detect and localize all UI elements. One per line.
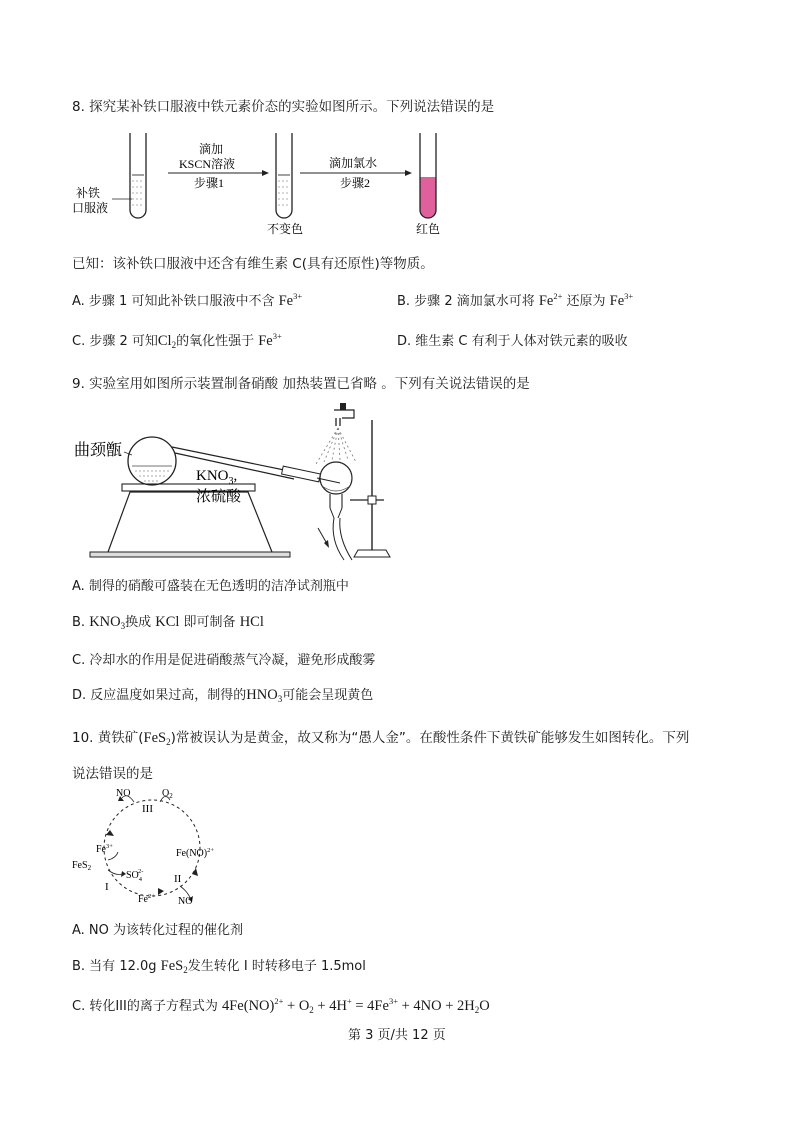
q10-stem-line1 [72,726,689,747]
fe-charge: 2+ [553,291,563,301]
hno3-subscript: 3 [277,694,283,704]
tube3-label: 红色 [416,222,441,236]
retort-label: 曲颈甑 [74,442,123,459]
arrow1-label-top2: KSCN溶液 [179,157,236,171]
q8-option-b [397,290,633,310]
q8-b-text2: 还原为 [562,294,610,309]
q10-cycle-diagram [72,788,232,906]
tube2-label: 不变色 [267,222,304,236]
q9-option-b [72,611,264,631]
cl-symbol: Cl [157,333,172,349]
q9-option-d [72,684,373,704]
so4-label: $SO_42-$ [126,868,144,883]
step3-label: III [142,803,153,815]
step2-label: II [174,873,182,885]
q8-stem: 8. 探究某补铁口服液中铁元素价态的实验如图所示。下列说法错误的是 [72,99,495,115]
reagent-label-line1: $KNO_3$, [196,468,238,487]
step1-label: I [105,881,109,893]
test-tube-1 [112,133,146,218]
q8-option-c [72,330,282,350]
fes2-formula: FeS [160,958,184,974]
q8-option-d: D. 维生素 C 有利于人体对铁元素的吸收 [397,334,628,349]
q9-option-c: C. 冷却水的作用是促进硝酸蒸气冷凝，避免形成酸雾 [72,653,376,668]
q8-a-text: A. 步骤 1 可知此补铁口服液中不含 [72,294,279,309]
reagent-label-line2: 浓硫酸 [196,489,242,505]
o2-label: $O_2$ [162,788,173,800]
fe-symbol: Fe [258,333,273,349]
liquid-label-line1: 补铁 [76,186,101,200]
q10-option-a: A. NO 为该转化过程的催化剂 [72,923,244,938]
q8-figure [72,125,452,240]
q9-b-text3: 即可制备 [179,615,240,630]
fes2-subscript: 2 [183,965,188,975]
arrow2-label-top: 滴加氯水 [329,156,378,170]
liquid-label-line2: 口服液 [72,201,109,215]
q9-figure [72,400,402,565]
fe-charge: 3+ [624,291,634,301]
arrow1-label-top1: 滴加 [199,142,224,156]
no-label-top: NO [116,788,131,799]
fe-charge: 3+ [272,331,282,341]
q9-d-text2: 可能会呈现黄色 [282,688,374,703]
hcl-formula: HCl [239,614,264,630]
fes2-subscript: 2 [166,737,171,747]
arrow1-label-bottom: 步骤1 [194,176,225,190]
q10-b-text2: 发生转化 I 时转移电子 1.5mol [187,959,366,974]
q10-option-b [72,955,366,975]
q10-stem-text2: )常被误认为是黄金，故又称为“愚人金”。在酸性条件下黄铁矿能够发生如图转化。下列 [170,730,690,746]
q9-option-a: A. 制得的硝酸可盛装在无色透明的洁净试剂瓶中 [72,579,349,594]
q10-c-text: C. 转化III的离子方程式为 [72,999,222,1014]
fe2-label: $Fe^{2+}$ [138,893,155,905]
fe-symbol: Fe [538,293,554,309]
q8-c-text2: 的氧化性强于 [176,334,259,349]
fe-charge: 3+ [293,291,303,301]
q8-option-a [72,290,302,310]
fes2-formula: FeS [143,730,167,746]
test-tube-2 [276,133,292,218]
q9-d-text1: D. 反应温度如果过高，制得的 [72,688,247,703]
page-footer: 第 3 页/共 12 页 [348,1028,446,1043]
hno3-formula: HNO [246,687,278,703]
q10-stem-line2: 说法错误的是 [72,766,153,782]
cl-subscript: 2 [171,340,177,350]
q10-stem-text1: 10. 黄铁矿( [72,730,144,746]
no-label-bottom: NO [178,896,193,906]
kno3-subscript: 3 [120,621,126,631]
q9-stem: 9. 实验室用如图所示装置制备硝酸 加热装置已省略 。下列有关说法错误的是 [72,376,530,392]
fe-symbol: Fe [609,293,625,309]
q9-b-text2: 换成 [125,615,156,630]
kcl-formula: KCl [155,614,180,630]
q9-b-text1: B. [72,615,90,630]
q8-b-text1: B. 步骤 2 滴加氯水可将 [397,294,539,309]
q10-b-text1: B. 当有 12.0g [72,959,161,974]
fe3-label: $Fe^{3+}$ [96,843,113,855]
fe-symbol: Fe [278,293,294,309]
ionic-equation: $4Fe(NO)^{2+} + O_2 + 4H^+ = 4Fe^{3+} + 4NO + 2H_2O$ [221,996,490,1015]
arrow2-label-bottom: 步骤2 [340,176,371,190]
feno-label: Fe(NO)$^{2+}$ [176,847,215,859]
q10-option-c [72,995,490,1015]
kno3-formula: KNO [89,614,121,630]
q8-known: 已知：该补铁口服液中还含有维生素 C(具有还原性)等物质。 [72,256,434,272]
fes2-label: FeS$_2$ [72,860,92,872]
q8-c-text1: C. 步骤 2 可知 [72,334,158,349]
test-tube-3 [420,133,436,218]
